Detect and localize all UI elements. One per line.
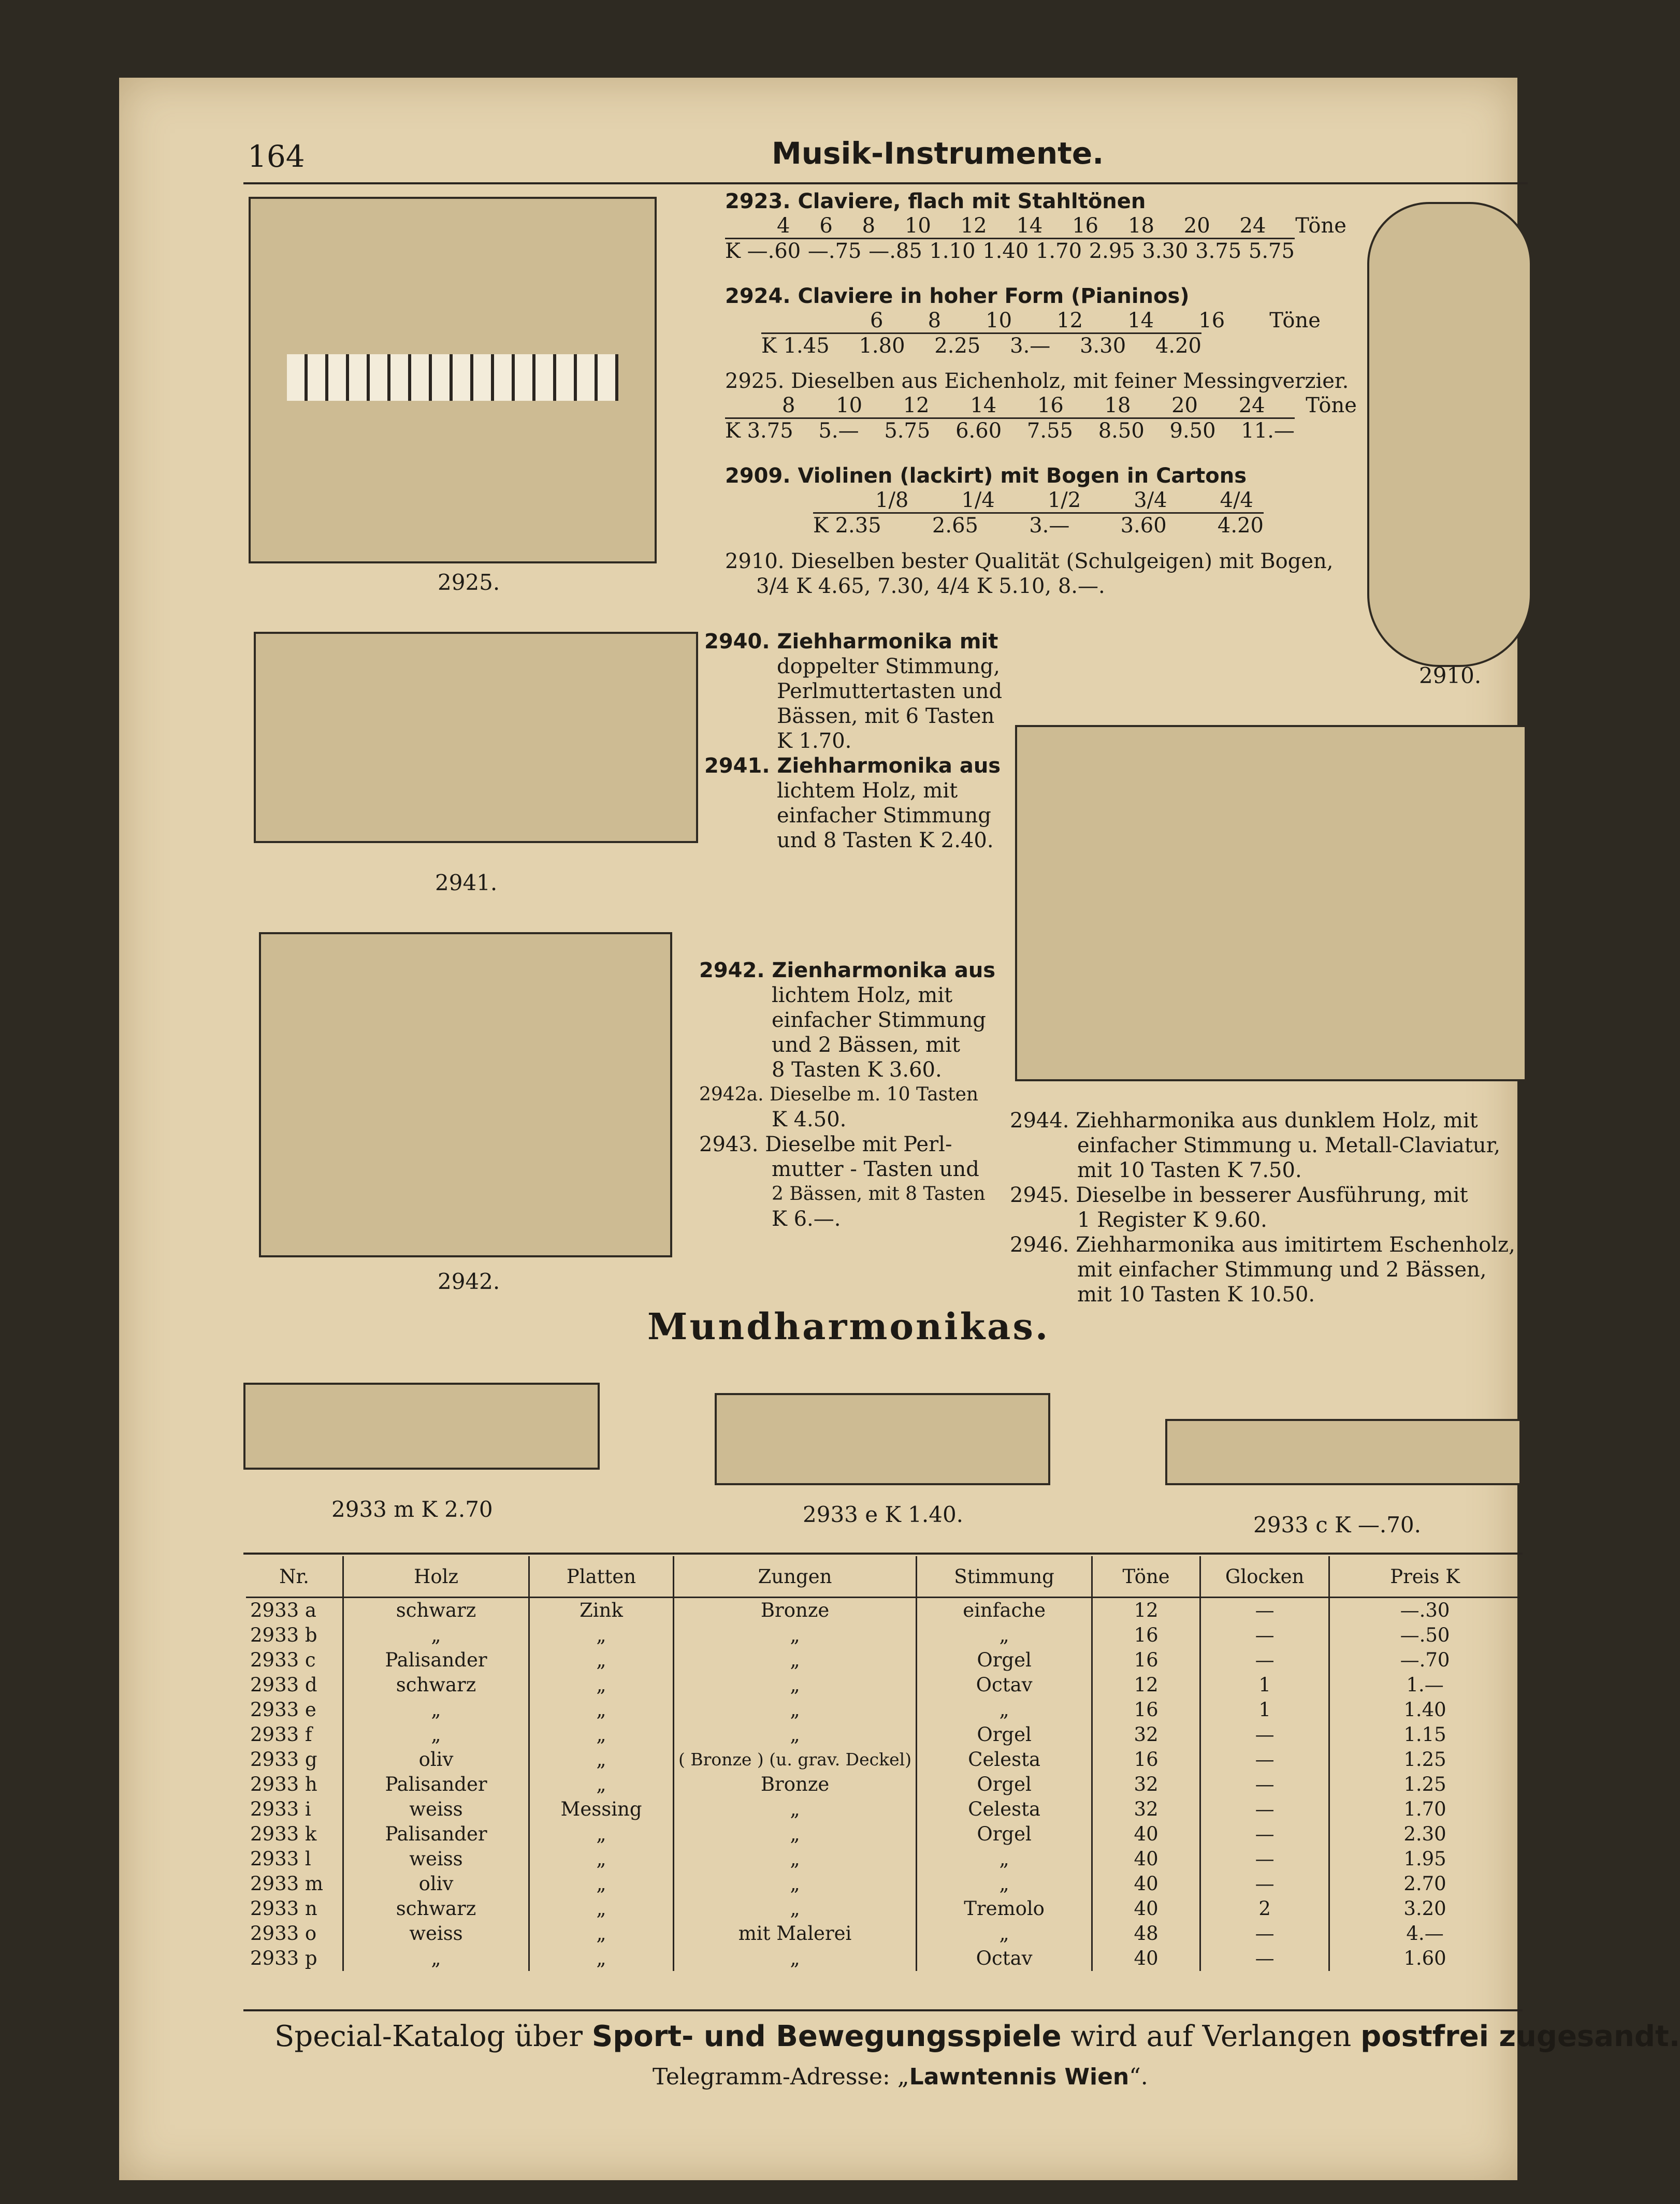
cell-platten: „ [529, 1946, 674, 1971]
size: 4/4 [1220, 488, 1253, 512]
tone: 24 [1239, 214, 1266, 238]
accordion-2942-illustration [259, 932, 672, 1257]
item-2925-prices [725, 417, 1295, 443]
col-platten: Platten [529, 1556, 674, 1598]
cell-glocken: — [1200, 1921, 1329, 1946]
cell-nr: 2933 f [250, 1723, 312, 1746]
item-2909-sizes [875, 488, 1253, 512]
item-2909 [725, 463, 1284, 538]
caption-2910: 2910. [1419, 663, 1482, 688]
col-nr: Nr. [246, 1556, 343, 1598]
price: 1.40 [982, 239, 1029, 263]
price: 3.75 [1195, 239, 1242, 263]
cell-nr: 2933 o [250, 1922, 317, 1945]
price: K —.60 [725, 239, 801, 263]
accordion-2944-illustration [1015, 725, 1527, 1081]
text-line: 2942. Zienharmonika aus [699, 959, 996, 982]
text-line: Perlmuttertasten und [777, 679, 1003, 703]
cell-holz: weiss [343, 1797, 529, 1822]
cell-zungen: „ [674, 1847, 917, 1872]
item-2942-text [699, 958, 1010, 1231]
cell-platten: „ [529, 1648, 674, 1673]
cell-toene: 32 [1092, 1797, 1200, 1822]
cell-holz: „ [343, 1946, 529, 1971]
cell-glocken: — [1200, 1797, 1329, 1822]
cell-stimmung: „ [917, 1623, 1092, 1648]
caption-2942: 2942. [438, 1269, 500, 1294]
cell-glocken: — [1200, 1847, 1329, 1872]
tone: 20 [1183, 214, 1210, 238]
price: 3.60 [1120, 514, 1167, 538]
cell-platten: „ [529, 1921, 674, 1946]
col-preis: Preis K [1329, 1556, 1520, 1598]
price: —.85 [868, 239, 922, 263]
table-row [246, 1896, 1520, 1921]
piano-keys [287, 354, 618, 401]
caption-2933c: 2933 c K —.70. [1253, 1512, 1421, 1538]
caption-2933m: 2933 m K 2.70 [331, 1497, 493, 1522]
tone: 10 [904, 214, 931, 238]
table-row [246, 1747, 1520, 1772]
cell-platten: „ [529, 1822, 674, 1847]
footer-bold-text: Sport- und Bewegungsspiele [591, 2020, 1062, 2053]
header-rule [243, 182, 1528, 184]
item-2910 [725, 549, 1362, 599]
price: 3.30 [1080, 334, 1126, 358]
table-row [246, 1772, 1520, 1797]
cell-preis: 1.60 [1329, 1946, 1520, 1971]
item-2909-label: 2909. Violinen (lackirt) mit Bogen in Cartons [725, 464, 1247, 488]
text-line: mit 10 Tasten K 7.50. [1077, 1158, 1302, 1182]
cell-zungen: „ [674, 1623, 917, 1648]
tone: 12 [1056, 309, 1083, 332]
cell-nr: 2933 g [250, 1748, 317, 1771]
cell-nr: 2933 e [250, 1699, 316, 1721]
harmonica-2933m-illustration [243, 1383, 600, 1470]
item-2940-text [704, 629, 1005, 753]
cell-stimmung: Orgel [917, 1822, 1092, 1847]
text-line: 2942a. Dieselbe m. 10 Tasten [699, 1084, 979, 1105]
price: 1.80 [859, 334, 905, 358]
price: 11.— [1241, 419, 1295, 443]
cell-holz: weiss [343, 1847, 529, 1872]
item-2924-prices [761, 332, 1201, 358]
tone: 14 [1016, 214, 1043, 238]
price: 6.60 [955, 419, 1002, 443]
tone-unit: Töne [1306, 394, 1357, 417]
col-toene: Töne [1092, 1556, 1200, 1598]
cell-platten: „ [529, 1872, 674, 1896]
cell-platten: „ [529, 1673, 674, 1698]
cell-toene: 32 [1092, 1722, 1200, 1747]
tone: 12 [903, 394, 930, 417]
price: 3.— [1029, 514, 1070, 538]
price: 2.95 [1089, 239, 1135, 263]
cell-holz: schwarz [343, 1896, 529, 1921]
tone: 8 [782, 394, 795, 417]
cell-nr: 2933 h [250, 1773, 317, 1795]
cell-platten: „ [529, 1722, 674, 1747]
text-line: 2941. Ziehharmonika aus [704, 754, 1001, 778]
text-line: lichtem Holz, mit [777, 779, 958, 803]
table-row [246, 1946, 1520, 1971]
cell-glocken: 1 [1200, 1673, 1329, 1698]
cell-stimmung: „ [917, 1698, 1092, 1722]
cell-nr: 2933 i [250, 1798, 311, 1820]
page-title: Musik-Instrumente. [772, 136, 1104, 171]
price: 3.— [1010, 334, 1051, 358]
text-line: mit 10 Tasten K 10.50. [1077, 1283, 1315, 1307]
text-line: lichtem Holz, mit [772, 983, 953, 1007]
text-line: K 4.50. [772, 1108, 847, 1132]
cell-zungen: „ [674, 1946, 917, 1971]
price: 5.75 [1248, 239, 1295, 263]
cell-holz: „ [343, 1698, 529, 1722]
item-2925-label: 2925. Dieselben aus Eichenholz, mit feiner Messingverzier. [725, 369, 1349, 393]
item-2944-text [1010, 1108, 1523, 1307]
table-top-rule [243, 1553, 1523, 1555]
tone: 16 [1037, 394, 1064, 417]
tone: 18 [1128, 214, 1154, 238]
cell-preis: —.30 [1329, 1598, 1520, 1623]
footer-bold-text: postfrei zugesandt. [1360, 2020, 1680, 2053]
text-line: mutter - Tasten und [772, 1157, 979, 1181]
cell-stimmung: einfache [917, 1598, 1092, 1623]
cell-stimmung: Octav [917, 1946, 1092, 1971]
page-number: 164 [248, 139, 305, 174]
cell-toene: 40 [1092, 1822, 1200, 1847]
harmonica-2933c-illustration [1165, 1419, 1522, 1485]
tone-unit: Töne [1295, 214, 1346, 238]
item-2924 [725, 284, 1321, 358]
cell-nr: 2933 l [250, 1848, 311, 1870]
telegram-address: Lawntennis Wien [909, 2064, 1129, 2090]
cell-zungen: „ [674, 1896, 917, 1921]
cell-holz: Palisander [343, 1822, 529, 1847]
col-glocken: Glocken [1200, 1556, 1329, 1598]
table-row [246, 1872, 1520, 1896]
item-2910-line1: 2910. Dieselben bester Qualität (Schulgeigen) mit Bogen, [725, 549, 1334, 573]
item-2910-line2: 3/4 K 4.65, 7.30, 4/4 K 5.10, 8.—. [756, 574, 1105, 598]
cell-platten: „ [529, 1698, 674, 1722]
table-row [246, 1722, 1520, 1747]
table-bottom-rule [243, 2009, 1523, 2011]
cell-nr: 2933 k [250, 1823, 317, 1845]
price: 5.— [818, 419, 859, 443]
tone: 10 [836, 394, 863, 417]
cell-toene: 16 [1092, 1648, 1200, 1673]
cell-holz: schwarz [343, 1598, 529, 1623]
tone: 4 [777, 214, 790, 238]
table-row [246, 1673, 1520, 1698]
cell-glocken: — [1200, 1747, 1329, 1772]
cell-platten: Messing [529, 1797, 674, 1822]
cell-preis: 1.25 [1329, 1772, 1520, 1797]
cell-holz: oliv [343, 1872, 529, 1896]
price: 2.25 [934, 334, 981, 358]
cell-nr: 2933 n [250, 1897, 317, 1920]
text-line: K 6.—. [772, 1207, 841, 1231]
price: K 1.45 [761, 334, 830, 358]
cell-holz: schwarz [343, 1673, 529, 1698]
table-header-row [246, 1556, 1520, 1598]
text-line: einfacher Stimmung [777, 804, 991, 828]
tone: 14 [1127, 309, 1154, 332]
col-stimmung: Stimmung [917, 1556, 1092, 1598]
tone: 18 [1104, 394, 1131, 417]
cell-toene: 32 [1092, 1772, 1200, 1797]
cell-zungen: Bronze [674, 1598, 917, 1623]
size: 1/2 [1047, 488, 1081, 512]
cell-stimmung: Celesta [917, 1747, 1092, 1772]
caption-2925: 2925. [438, 570, 500, 595]
tone: 8 [862, 214, 876, 238]
text-line: 2944. Ziehharmonika aus dunklem Holz, mit [1010, 1109, 1478, 1133]
cell-toene: 16 [1092, 1747, 1200, 1772]
cell-zungen: mit Malerei [674, 1921, 917, 1946]
cell-holz: oliv [343, 1747, 529, 1772]
text-line: doppelter Stimmung, [777, 655, 1000, 678]
cell-glocken: — [1200, 1623, 1329, 1648]
cell-nr: 2933 m [250, 1873, 324, 1895]
item-2941-text [704, 753, 1005, 853]
cell-zungen: „ [674, 1822, 917, 1847]
caption-2941: 2941. [435, 870, 498, 895]
cell-platten: „ [529, 1896, 674, 1921]
table-row [246, 1698, 1520, 1722]
cell-toene: 40 [1092, 1946, 1200, 1971]
item-2909-prices [813, 512, 1264, 538]
cell-nr: 2933 d [250, 1674, 317, 1696]
price: 9.50 [1169, 419, 1216, 443]
cell-holz: „ [343, 1722, 529, 1747]
cell-zungen: „ [674, 1797, 917, 1822]
text-line: 2945. Dieselbe in besserer Ausführung, mit [1010, 1183, 1468, 1207]
text-line: 2940. Ziehharmonika mit [704, 630, 998, 654]
cell-zungen: „ [674, 1872, 917, 1896]
cell-toene: 40 [1092, 1847, 1200, 1872]
tone: 6 [819, 214, 833, 238]
tone: 12 [960, 214, 987, 238]
item-2925-tones [782, 394, 1357, 417]
cell-stimmung: Celesta [917, 1797, 1092, 1822]
price: K 2.35 [813, 514, 881, 538]
cell-toene: 12 [1092, 1598, 1200, 1623]
cell-preis: 1.— [1329, 1673, 1520, 1698]
cell-zungen: „ [674, 1698, 917, 1722]
section-title: Mundharmonikas. [647, 1305, 1050, 1348]
cell-zungen: „ [674, 1673, 917, 1698]
cell-stimmung: Orgel [917, 1648, 1092, 1673]
price: 5.75 [884, 419, 931, 443]
telegram-close: “. [1129, 2064, 1148, 2090]
cell-glocken: — [1200, 1722, 1329, 1747]
cell-glocken: — [1200, 1822, 1329, 1847]
cell-platten: „ [529, 1747, 674, 1772]
price: 1.10 [929, 239, 976, 263]
table-row [246, 1921, 1520, 1946]
price: 3.30 [1142, 239, 1189, 263]
text-line: 8 Tasten K 3.60. [772, 1058, 942, 1082]
accordion-2941-illustration [254, 632, 698, 843]
cell-preis: —.70 [1329, 1648, 1520, 1673]
cell-stimmung: „ [917, 1847, 1092, 1872]
cell-platten: „ [529, 1847, 674, 1872]
tone: 24 [1238, 394, 1265, 417]
footer-line-1 [274, 2020, 1680, 2053]
cell-stimmung: Orgel [917, 1722, 1092, 1747]
cell-preis: 2.30 [1329, 1822, 1520, 1847]
tone: 20 [1171, 394, 1198, 417]
violin-illustration [1367, 202, 1532, 667]
telegram-label: Telegramm-Adresse: „ [653, 2064, 909, 2090]
table-row [246, 1797, 1520, 1822]
cell-preis: 1.15 [1329, 1722, 1520, 1747]
cell-preis: 1.40 [1329, 1698, 1520, 1722]
tone: 10 [986, 309, 1012, 332]
cell-stimmung: Orgel [917, 1772, 1092, 1797]
cell-platten: „ [529, 1772, 674, 1797]
piano-illustration [249, 197, 657, 563]
cell-glocken: 2 [1200, 1896, 1329, 1921]
cell-stimmung: Tremolo [917, 1896, 1092, 1921]
cell-preis: 1.25 [1329, 1747, 1520, 1772]
cell-platten: Zink [529, 1598, 674, 1623]
cell-nr: 2933 b [250, 1624, 317, 1646]
size: 1/4 [961, 488, 995, 512]
item-2925 [725, 369, 1357, 443]
cell-zungen: „ [674, 1722, 917, 1747]
item-2924-label: 2924. Claviere in hoher Form (Pianinos) [725, 284, 1190, 308]
tone: 16 [1072, 214, 1099, 238]
cell-toene: 16 [1092, 1623, 1200, 1648]
table-row [246, 1648, 1520, 1673]
tone-unit: Töne [1269, 309, 1321, 332]
size: 3/4 [1134, 488, 1167, 512]
col-zungen: Zungen [674, 1556, 917, 1598]
cell-glocken: 1 [1200, 1698, 1329, 1722]
harmonica-price-table [246, 1556, 1520, 1971]
table-row [246, 1623, 1520, 1648]
col-holz: Holz [343, 1556, 529, 1598]
text-line: 2946. Ziehharmonika aus imitirtem Eschenholz, [1010, 1233, 1515, 1257]
cell-zungen: ( Bronze ) (u. grav. Deckel) [674, 1747, 917, 1772]
cell-holz: Palisander [343, 1772, 529, 1797]
cell-glocken: — [1200, 1872, 1329, 1896]
footer-line-2 [653, 2064, 1148, 2090]
cell-zungen: Bronze [674, 1772, 917, 1797]
cell-nr: 2933 a [250, 1599, 316, 1621]
cell-toene: 48 [1092, 1921, 1200, 1946]
cell-toene: 16 [1092, 1698, 1200, 1722]
cell-glocken: — [1200, 1772, 1329, 1797]
cell-preis: 4.— [1329, 1921, 1520, 1946]
item-2924-tones [870, 309, 1321, 332]
text-line: einfacher Stimmung u. Metall-Claviatur, [1077, 1134, 1501, 1157]
cell-holz: Palisander [343, 1648, 529, 1673]
text-line: 2943. Dieselbe mit Perl- [699, 1133, 952, 1156]
item-2923 [725, 189, 1357, 263]
caption-2933e: 2933 e K 1.40. [803, 1502, 964, 1527]
cell-preis: 2.70 [1329, 1872, 1520, 1896]
cell-nr: 2933 c [250, 1649, 316, 1671]
text-line: Bässen, mit 6 Tasten [777, 704, 995, 728]
cell-glocken: — [1200, 1648, 1329, 1673]
cell-glocken: — [1200, 1946, 1329, 1971]
cell-toene: 40 [1092, 1896, 1200, 1921]
table-row [246, 1822, 1520, 1847]
tone: 6 [870, 309, 884, 332]
table-row [246, 1847, 1520, 1872]
price: 8.50 [1098, 419, 1145, 443]
text-line: mit einfacher Stimmung und 2 Bässen, [1077, 1258, 1487, 1282]
text-line: und 8 Tasten K 2.40. [777, 829, 994, 852]
price: 1.70 [1035, 239, 1082, 263]
item-2923-tones [777, 214, 1346, 238]
cell-toene: 40 [1092, 1872, 1200, 1896]
text-line: K 1.70. [777, 729, 852, 753]
cell-stimmung: Octav [917, 1673, 1092, 1698]
text-line: einfacher Stimmung [772, 1008, 986, 1032]
text-line: 1 Register K 9.60. [1077, 1208, 1267, 1232]
cell-preis: —.50 [1329, 1623, 1520, 1648]
cell-holz: weiss [343, 1921, 529, 1946]
cell-preis: 3.20 [1329, 1896, 1520, 1921]
cell-glocken: — [1200, 1598, 1329, 1623]
tone: 14 [970, 394, 997, 417]
price: 4.20 [1217, 514, 1264, 538]
cell-toene: 12 [1092, 1673, 1200, 1698]
cell-nr: 2933 p [250, 1947, 317, 1969]
tone: 8 [928, 309, 942, 332]
size: 1/8 [875, 488, 909, 512]
price: 7.55 [1026, 419, 1073, 443]
price: K 3.75 [725, 419, 793, 443]
cell-platten: „ [529, 1623, 674, 1648]
footer-text: wird auf Verlangen [1070, 2020, 1352, 2053]
footer-text: Special-Katalog über [274, 2020, 583, 2053]
item-2923-label: 2923. Claviere, flach mit Stahltönen [725, 190, 1146, 213]
tone: 16 [1198, 309, 1225, 332]
item-2923-prices [725, 238, 1295, 263]
cell-preis: 1.70 [1329, 1797, 1520, 1822]
cell-preis: 1.95 [1329, 1847, 1520, 1872]
price: 4.20 [1155, 334, 1201, 358]
price: 2.65 [932, 514, 978, 538]
text-line: 2 Bässen, mit 8 Tasten [772, 1183, 986, 1205]
cell-zungen: „ [674, 1648, 917, 1673]
price: —.75 [807, 239, 862, 263]
cell-stimmung: „ [917, 1921, 1092, 1946]
cell-holz: „ [343, 1623, 529, 1648]
harmonica-2933e-illustration [715, 1393, 1050, 1485]
text-line: und 2 Bässen, mit [772, 1033, 960, 1057]
table-row [246, 1598, 1520, 1623]
cell-stimmung: „ [917, 1872, 1092, 1896]
